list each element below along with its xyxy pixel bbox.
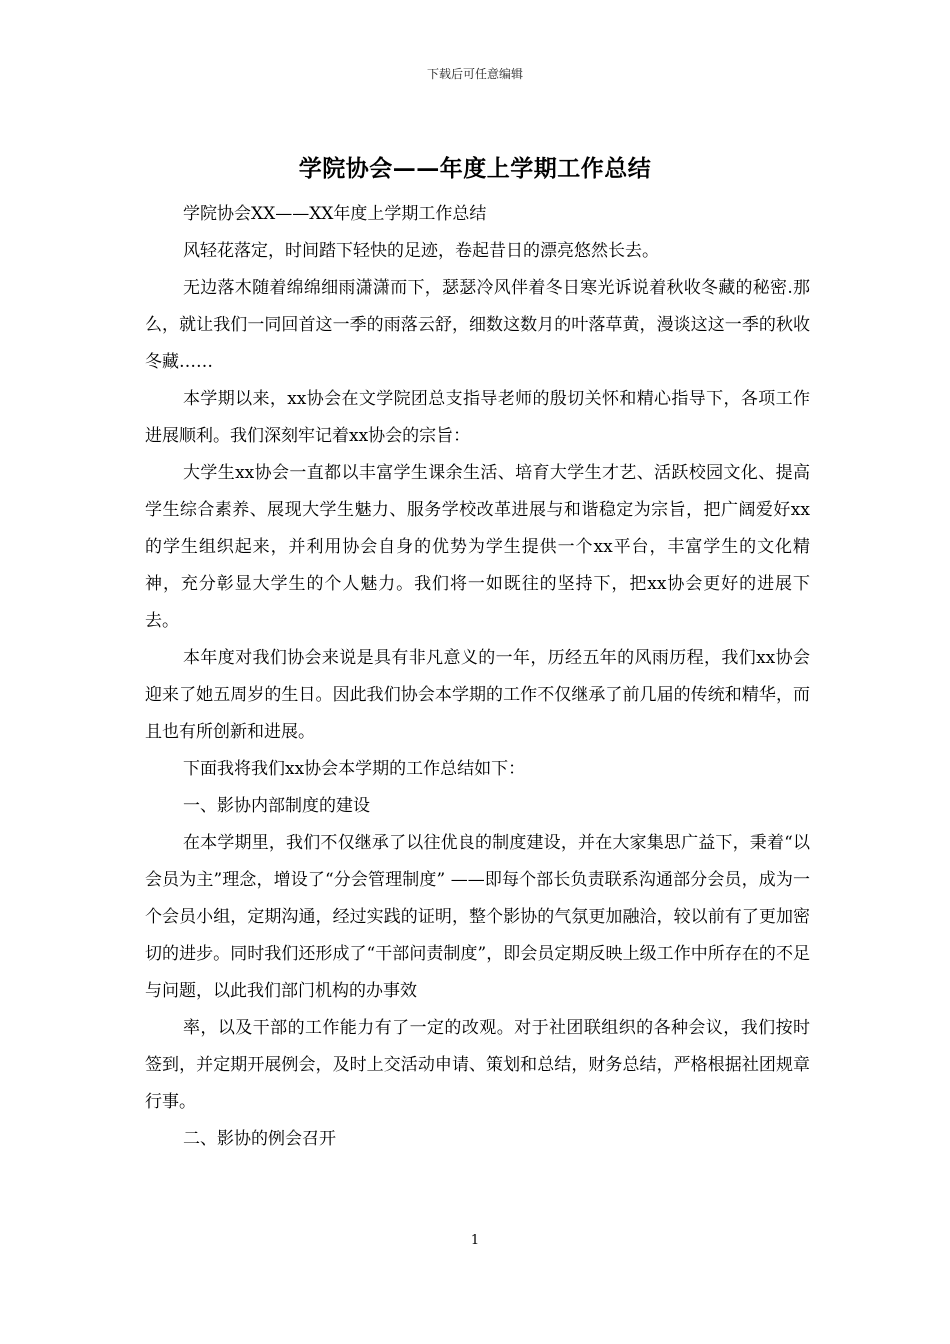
paragraph-purpose: 大学生xx协会一直都以丰富学生课余生活、培育大学生才艺、活跃校园文化、提高学生综合素养、展现大学生魅力、服务学校改革进展与和谐稳定为宗旨，把广阔爱好xx的学生组织起来，并利用协会自身的优势为学生提供一个xx平台，丰富学生的文化精神，充分彰显大学生的个人魅力。我们将一如既往的坚持下，把xx协会更好的进展下去。 bbox=[145, 463, 810, 631]
document-body bbox=[145, 196, 810, 1158]
section-heading-2: 二、影协的例会召开 bbox=[183, 1129, 336, 1149]
page-header-note: 下载后可任意编辑 bbox=[426, 67, 523, 81]
paragraph-summary-lead: 下面我将我们xx协会本学期的工作总结如下： bbox=[183, 759, 526, 779]
document-title: 学院协会——年度上学期工作总结 bbox=[298, 155, 652, 182]
paragraph-system: 在本学期里，我们不仅继承了以往优良的制度建设，并在大家集思广益下，秉着“以会员为主”理念，增设了“分会管理制度” ——即每个部长负责联系沟通部分会员，成为一个会员小组，定期沟通，经过实践的证明，整个影协的气氛更加融洽，较以前有了更加密切的进步。同时我们还形成了“干部问责制度”，即会员定期反映上级工作中所存在的不足与问题，以此我们部门机构的办事效 bbox=[145, 833, 810, 1001]
paragraph-semester: 本学期以来，xx协会在文学院团总支指导老师的殷切关怀和精心指导下，各项工作进展顺利。我们深刻牢记着xx协会的宗旨： bbox=[145, 389, 810, 446]
paragraph-subtitle: 学院协会XX——XX年度上学期工作总结 bbox=[183, 204, 487, 224]
paragraph-efficiency: 率，以及干部的工作能力有了一定的改观。对于社团联组织的各种会议，我们按时签到，并定期开展例会，及时上交活动申请、策划和总结，财务总结，严格根据社团规章行事。 bbox=[145, 1018, 810, 1112]
paragraph-anniversary: 本年度对我们协会来说是具有非凡意义的一年，历经五年的风雨历程，我们xx协会迎来了她五周岁的生日。因此我们协会本学期的工作不仅继承了前几届的传统和精华，而且也有所创新和进展。 bbox=[145, 648, 810, 742]
paragraph-autumn: 无边落木随着绵绵细雨潇潇而下，瑟瑟冷风伴着冬日寒光诉说着秋收冬藏的秘密.那么，就让我们一同回首这一季的雨落云舒，细数这数月的叶落草黄，漫谈这这一季的秋收冬藏…… bbox=[145, 278, 810, 372]
page-number: 1 bbox=[470, 1233, 480, 1248]
paragraph-intro: 风轻花落定，时间踏下轻快的足迹，卷起昔日的漂亮悠然长去。 bbox=[183, 241, 659, 261]
section-heading-1: 一、影协内部制度的建设 bbox=[183, 796, 370, 816]
